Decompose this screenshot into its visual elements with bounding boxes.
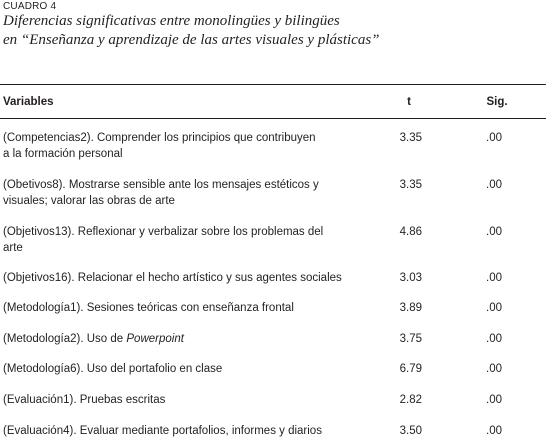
row-variable	[3, 331, 373, 347]
row-variable-line-1: (Competencias2). Comprender los principios que contribuyen	[3, 132, 316, 144]
row-variable-line-2: visuales; valorar las obras de arte	[3, 195, 175, 207]
row-variable-line-1: (Obetivos8). Mostrarse sensible ante los mensajes estéticos y	[3, 179, 319, 191]
row-t-value: 6.79	[399, 363, 422, 375]
row-t-value: 3.50	[399, 425, 422, 437]
table-caption	[3, 12, 543, 50]
column-header-variables: Variables	[3, 96, 54, 108]
column-header-sig: Sig.	[486, 96, 508, 108]
row-variable-line-1: (Evaluación1). Pruebas escritas	[3, 394, 166, 406]
row-t-value: 3.35	[399, 132, 422, 144]
row-variable	[3, 423, 373, 439]
row-variable	[3, 177, 373, 209]
caption-line-2: en “Enseñanza y aprendizaje de las artes visuales y plásticas”	[3, 32, 380, 48]
row-sig-value: .00	[486, 302, 502, 314]
row-variable-line-1	[3, 331, 373, 347]
row-sig-value: .00	[486, 226, 502, 238]
row-t-value: 2.82	[399, 394, 422, 406]
row-variable-line-2: a la formación personal	[3, 148, 123, 160]
row-sig-value: .00	[486, 272, 502, 284]
table-number: CUADRO 4	[3, 1, 57, 12]
column-header-t: t	[407, 96, 411, 108]
caption-line-1: Diferencias significativas entre monolingües y bilingües	[3, 13, 340, 29]
row-sig-value: .00	[486, 363, 502, 375]
row-t-value: 3.03	[399, 272, 422, 284]
row-variable-line-1: (Evaluación4). Evaluar mediante portafolios, informes y diarios	[3, 425, 322, 437]
header-bottom-rule	[0, 118, 546, 119]
row-variable	[3, 270, 373, 286]
row-variable-line-1: (Metodología1). Sesiones teóricas con enseñanza frontal	[3, 302, 294, 314]
row-t-value: 3.89	[399, 302, 422, 314]
row-variable	[3, 361, 373, 377]
row-variable-line-1: (Metodología6). Uso del portafolio en clase	[3, 363, 223, 375]
table-top-rule	[0, 84, 546, 85]
row-variable-line-1: (Objetivos16). Relacionar el hecho artístico y sus agentes sociales	[3, 272, 342, 284]
row-variable	[3, 300, 373, 316]
row-t-value: 4.86	[399, 226, 422, 238]
row-variable-line-1: (Objetivos13). Reflexionar y verbalizar sobre los problemas del	[3, 226, 324, 238]
row-variable	[3, 224, 373, 256]
row-variable	[3, 130, 373, 162]
row-variable-emphasis: Powerpoint	[126, 333, 184, 345]
row-sig-value: .00	[486, 179, 502, 191]
row-sig-value: .00	[486, 333, 502, 345]
row-variable-prefix: (Metodología2). Uso de	[3, 333, 127, 345]
row-t-value: 3.35	[399, 179, 422, 191]
row-t-value: 3.75	[399, 333, 422, 345]
row-sig-value: .00	[486, 132, 502, 144]
row-sig-value: .00	[486, 394, 502, 406]
row-variable-line-2: arte	[3, 242, 23, 254]
row-sig-value: .00	[486, 425, 502, 437]
row-variable	[3, 392, 373, 408]
